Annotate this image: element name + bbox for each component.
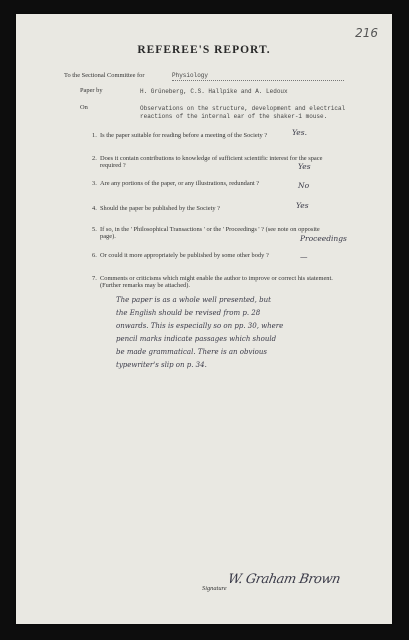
question-1-number: 1. bbox=[92, 132, 97, 139]
on-value-line2: reactions of the internal ear of the shaker-1 mouse. bbox=[140, 113, 328, 120]
question-7-text2: (Further remarks may be attached). bbox=[100, 282, 190, 289]
question-3-answer: No bbox=[298, 181, 310, 190]
question-6-answer: — bbox=[300, 252, 308, 261]
reference-number: 216 bbox=[355, 26, 378, 40]
comment-line: The paper is as a whole well presented, but bbox=[116, 296, 271, 304]
question-2-text: Does it contain contributions to knowledge of sufficient scientific interest for the space bbox=[100, 155, 323, 162]
question-4-text: Should the paper be published by the Society ? bbox=[100, 205, 220, 212]
question-7-number: 7. bbox=[92, 275, 97, 282]
question-1-text: Is the paper suitable for reading before a meeting of the Society ? bbox=[100, 132, 268, 139]
comment-line: typewriter's slip on p. 34. bbox=[116, 361, 207, 369]
comment-line: be made grammatical. There is an obvious bbox=[116, 348, 267, 356]
referee-comments bbox=[116, 294, 346, 372]
comment-line: the English should be revised from p. 28 bbox=[116, 309, 261, 317]
question-2-answer: Yes bbox=[298, 162, 311, 171]
question-6-number: 6. bbox=[92, 252, 97, 259]
committee-field bbox=[172, 72, 344, 81]
on-value-line1: Observations on the structure, development and electrical bbox=[140, 105, 346, 112]
question-3-number: 3. bbox=[92, 180, 97, 187]
paper-by-value: H. Grüneberg, C.S. Hallpike and A. Ledoux bbox=[140, 88, 288, 95]
question-7-text: Comments or criticisms which might enable the author to improve or correct his statement. bbox=[100, 275, 333, 282]
referee-report-sheet bbox=[16, 14, 392, 624]
signature: W. Graham Brown bbox=[226, 572, 342, 587]
committee-value: Physiology bbox=[172, 72, 209, 79]
comment-line: pencil marks indicate passages which should bbox=[116, 335, 277, 343]
question-5-text2: page). bbox=[100, 233, 116, 240]
page-title: REFEREE'S REPORT. bbox=[137, 44, 271, 56]
paper-by-label: Paper by bbox=[80, 87, 103, 94]
comment-line: onwards. This is especially so on pp. 30, where bbox=[116, 322, 284, 330]
committee-label: To the Sectional Committee for bbox=[64, 72, 145, 79]
on-label: On bbox=[80, 104, 88, 111]
question-1-answer: Yes. bbox=[292, 128, 307, 137]
question-5-answer: Proceedings bbox=[300, 234, 347, 243]
question-5-number: 5. bbox=[92, 226, 97, 233]
question-2-number: 2. bbox=[92, 155, 97, 162]
question-6-text: Or could it more appropriately be published by some other body ? bbox=[100, 252, 269, 259]
question-4-answer: Yes bbox=[296, 201, 309, 210]
question-5-text: If so, in the ' Philosophical Transactions ' or the ' Proceedings ' ? (see note on opposite bbox=[100, 226, 320, 233]
question-4-number: 4. bbox=[92, 205, 97, 212]
signature-label: Signature bbox=[202, 585, 227, 592]
question-3-text: Are any portions of the paper, or any illustrations, redundant ? bbox=[100, 180, 260, 187]
question-2-text2: required ? bbox=[100, 162, 126, 169]
